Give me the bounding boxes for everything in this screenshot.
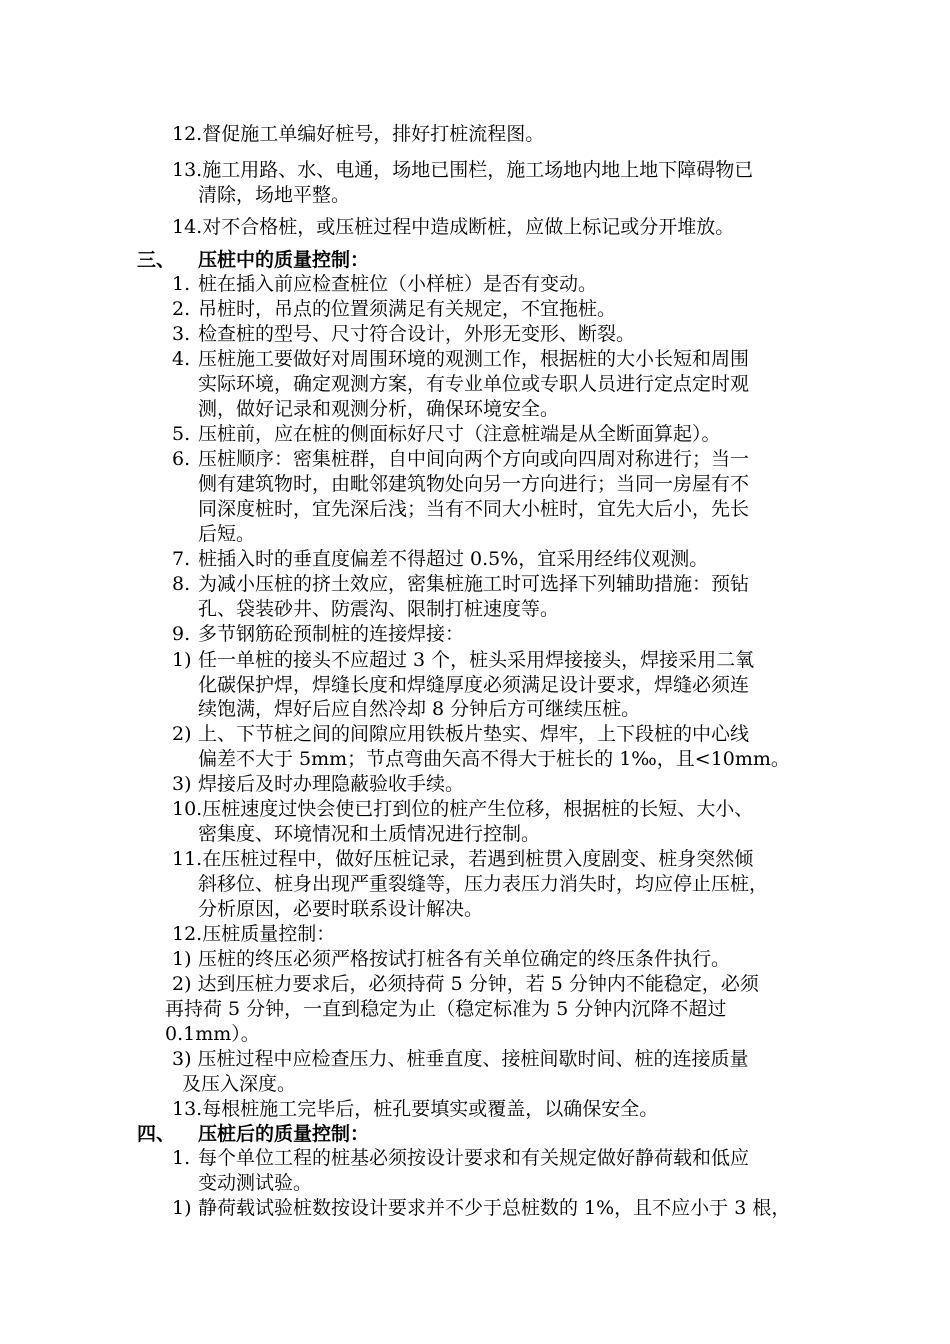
list-item-text: 检查桩的型号、尺寸符合设计，外形无变形、断裂。 bbox=[198, 323, 636, 345]
list-item-text: 压桩施工要做好对周围环境的观测工作，根据桩的大小长短和周围 bbox=[198, 348, 750, 370]
sub-item-2-cont: 再持荷 5 分钟，一直到稳定为止（稳定标准为 5 分钟内沉降不超过 bbox=[165, 998, 727, 1020]
list-number: 2. bbox=[172, 298, 191, 320]
list-item-12: 12.压桩质量控制： bbox=[172, 923, 336, 945]
list-item-text: 侧有建筑物时，由毗邻建筑物处向另一方向进行；当同一房屋有不 bbox=[198, 473, 750, 495]
sub-item-text: 静荷载试验桩数按设计要求并不少于总桩数的 1%，且不应小于 3 根， bbox=[198, 1197, 791, 1219]
sub-item-text: 任一单桩的接头不应超过 3 个，桩头采用焊接接头，焊接采用二氧 bbox=[198, 649, 755, 671]
list-item-11-cont: 斜移位、桩身出现严重裂缝等，压力表压力消失时，均应停止压桩， bbox=[198, 873, 769, 895]
sub-number: 1) bbox=[172, 649, 192, 671]
list-item-10-cont: 密集度、环境情况和土质情况进行控制。 bbox=[198, 823, 541, 845]
list-item-10: 10.压桩速度过快会使已打到位的桩产生位移，根据桩的长短、大小、 bbox=[172, 798, 754, 820]
list-item-text: 压桩顺序：密集桩群，自中间向两个方向或向四周对称进行；当一 bbox=[198, 448, 750, 470]
sub-item-3: 3) 压桩过程中应检查压力、桩垂直度、接桩间歇时间、桩的连接质量 bbox=[172, 1048, 749, 1070]
list-number: 5. bbox=[172, 423, 191, 445]
sub-item-2: 2) 达到压桩力要求后，必须持荷 5 分钟，若 5 分钟内不能稳定，必须 bbox=[172, 973, 759, 995]
sub-item-text: 续饱满，焊好后应自然冷却 8 分钟后方可继续压桩。 bbox=[198, 698, 641, 720]
list-number: 6. bbox=[172, 448, 191, 470]
list-item-text: 吊桩时，吊点的位置须满足有关规定，不宜拖桩。 bbox=[198, 298, 617, 320]
sub-number: 1) bbox=[172, 1197, 192, 1219]
list-number: 1. bbox=[172, 1147, 191, 1169]
sub-number: 1) bbox=[172, 948, 192, 970]
list-item-text: 同深度桩时，宜先深后浅；当有不同大小桩时，宜先大后小，先长 bbox=[198, 498, 750, 520]
sub-number: 3) bbox=[172, 773, 192, 795]
sub-item-text: 上、下节桩之间的间隙应用铁板片垫实、焊牢，上下段桩的中心线 bbox=[198, 723, 750, 745]
sub-item-2-cont: 0.1mm）。 bbox=[165, 1023, 260, 1045]
list-item-text: 变动测试验。 bbox=[198, 1172, 313, 1194]
list-item-text: 每个单位工程的桩基必须按设计要求和有关规定做好静荷载和低应 bbox=[198, 1147, 750, 1169]
sub-item-3-cont: 及压入深度。 bbox=[182, 1073, 297, 1095]
list-number: 7. bbox=[172, 548, 191, 570]
list-item-text: 压桩前，应在桩的侧面标好尺寸（注意桩端是从全断面算起）。 bbox=[198, 423, 721, 445]
item-14-defect: 14.对不合格桩，或压桩过程中造成断桩，应做上标记或分开堆放。 bbox=[172, 216, 735, 238]
section-4-number: 四、 bbox=[137, 1123, 176, 1145]
list-item-text: 后短。 bbox=[198, 523, 256, 545]
list-number: 3. bbox=[172, 323, 191, 345]
section-3-title: 压桩中的质量控制： bbox=[198, 249, 370, 271]
item-12-prep: 12.督促施工单编好桩号，排好打桩流程图。 bbox=[172, 123, 545, 145]
list-item-text: 孔、袋装砂井、防震沟、限制打桩速度等。 bbox=[198, 598, 560, 620]
list-number: 1. bbox=[172, 273, 191, 295]
sub-item-text: 化碳保护焊，焊缝长度和焊缝厚度必须满足设计要求，焊缝必须连 bbox=[198, 674, 750, 696]
list-item-11: 11.在压桩过程中，做好压桩记录，若遇到桩贯入度剧变、桩身突然倾 bbox=[172, 848, 754, 870]
sub-item-text: 压桩的终压必须严格按试打桩各有关单位确定的终压条件执行。 bbox=[198, 948, 731, 970]
item-13-site-cont: 清除，场地平整。 bbox=[198, 184, 351, 206]
list-item-text: 多节钢筋砼预制桩的连接焊接： bbox=[198, 623, 465, 645]
list-item-text: 桩插入时的垂直度偏差不得超过 0.5%，宜采用经纬仪观测。 bbox=[198, 548, 709, 570]
section-4-title: 压桩后的质量控制： bbox=[198, 1123, 370, 1145]
list-item-13: 13.每根桩施工完毕后，桩孔要填实或覆盖，以确保安全。 bbox=[172, 1098, 659, 1120]
item-13-site: 13.施工用路、水、电通，场地已围栏，施工场地内地上地下障碍物已 bbox=[172, 159, 754, 181]
list-item-text: 测，做好记录和观测分析，确保环境安全。 bbox=[198, 398, 560, 420]
list-number: 9. bbox=[172, 623, 191, 645]
sub-item-text: 偏差不大于 5mm；节点弯曲矢高不得大于桩长的 1‰，且<10mm。 bbox=[198, 748, 790, 770]
list-item-text: 实际环境，确定观测方案，有专业单位或专职人员进行定点定时观 bbox=[198, 373, 750, 395]
sub-item-text: 焊接后及时办理隐蔽验收手续。 bbox=[198, 773, 465, 795]
list-item-11-cont: 分析原因，必要时联系设计解决。 bbox=[198, 898, 484, 920]
list-item-text: 为减小压桩的挤土效应，密集桩施工时可选择下列辅助措施：预钻 bbox=[198, 573, 750, 595]
list-number: 4. bbox=[172, 348, 191, 370]
list-item-text: 桩在插入前应检查桩位（小样桩）是否有变动。 bbox=[198, 273, 598, 295]
section-3-number: 三、 bbox=[137, 249, 176, 271]
list-number: 8. bbox=[172, 573, 191, 595]
sub-number: 2) bbox=[172, 723, 192, 745]
